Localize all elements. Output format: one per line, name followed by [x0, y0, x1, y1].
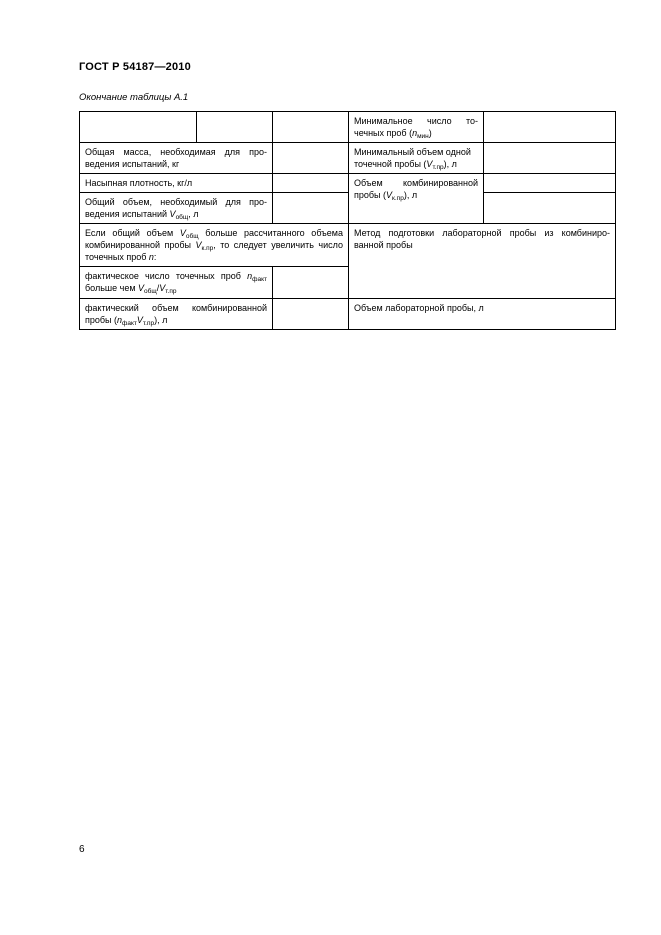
- table-caption: Окончание таблицы А.1: [79, 92, 189, 103]
- table-row: [80, 143, 616, 174]
- table-row: [80, 174, 616, 193]
- table-cell-empty: [197, 112, 273, 143]
- table-cell-empty: [484, 193, 616, 224]
- total-mass-label: Общая масса, необходимая для про-ведения испытаний, кг: [80, 143, 273, 174]
- increase-samples-note: Если общий объем $V_{общ}$ больше рассчитанного объема комбинированной пробы $V_{к.пр}$, то следует увеличить число точечных проб n:: [80, 224, 349, 267]
- bulk-density-label: Насыпная плотность, кг/л: [80, 174, 273, 193]
- lab-sample-volume-label: Объем лабораторной пробы, л: [349, 299, 616, 330]
- document-code: ГОСТ Р 54187—2010: [79, 61, 191, 73]
- actual-samples-label: фактическое число точечных проб $n_{факт}$ больше чем $V_{общ}/V_{т.пр}$: [80, 267, 273, 299]
- total-volume-label: Общий объем, необходимый для про-ведения испытаний $V_{общ}$, л: [80, 193, 273, 224]
- page-number: 6: [79, 844, 85, 855]
- table-cell-empty: [484, 174, 616, 193]
- table-cell-empty: [484, 112, 616, 143]
- table-cell-empty: [273, 193, 349, 224]
- combined-sample-volume-label: Объем комбинированной пробы $(V_{к.пр})$, л: [349, 174, 484, 224]
- actual-combined-volume-label: фактический объем комбинированной пробы $(n_{факт}V_{т.пр})$, л: [80, 299, 273, 330]
- table-row: [80, 299, 616, 330]
- table-cell-empty: [484, 143, 616, 174]
- table-cell-empty: [80, 112, 197, 143]
- lab-sample-method-label: Метод подготовки лабораторной пробы из комбиниро-ванной пробы: [349, 224, 616, 299]
- table-cell-empty: [273, 112, 349, 143]
- min-sample-volume-label: Минимальный объем одной точечной пробы $(V_{т.пр})$, л: [349, 143, 484, 174]
- table-cell-empty: [273, 299, 349, 330]
- table-row: [80, 193, 616, 224]
- min-samples-label: Минимальное число то- чечных проб $(n_{мин})$: [349, 112, 484, 143]
- table-cell-empty: [273, 267, 349, 299]
- sampling-table: [79, 111, 616, 330]
- table-row: [80, 224, 616, 267]
- table-cell-empty: [273, 174, 349, 193]
- table-row: [80, 112, 616, 143]
- table-cell-empty: [273, 143, 349, 174]
